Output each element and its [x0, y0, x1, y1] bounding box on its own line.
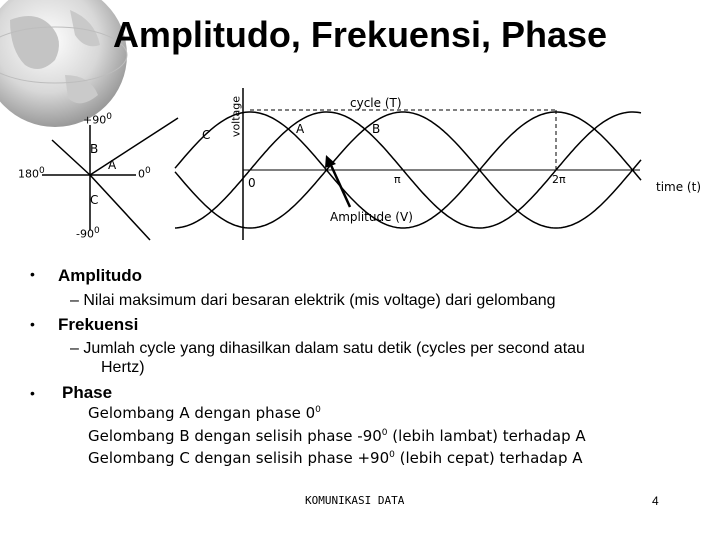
phase-a-line: Gelombang A dengan phase $0^0$: [88, 404, 321, 422]
phasor-label-b: B: [90, 142, 99, 156]
amplitudo-definition: – Nilai maksimum dari besaran elektrik (mis voltage) dari gelombang: [70, 292, 556, 309]
origin-label: 0: [248, 176, 256, 190]
bullet-phase: Phase: [62, 383, 113, 402]
phasor-label-c: C: [90, 193, 99, 207]
label-180: $180^0$: [18, 166, 45, 181]
wave-label-b: B: [372, 122, 381, 136]
pi-label: π: [394, 173, 401, 186]
wave-label-c: C: [202, 128, 211, 142]
voltage-axis-label: voltage: [229, 95, 243, 138]
label-minus90: $-90^0$: [76, 226, 100, 241]
bullet-dot-2: •: [30, 316, 35, 332]
phase-c-line: Gelombang C dengan selisih phase $+90^0$ (lebih cepat) terhadap A: [88, 449, 583, 467]
phasor-label-a: A: [108, 158, 117, 172]
amplitude-label: Amplitude (V): [330, 210, 413, 224]
wave-label-a: A: [296, 122, 305, 136]
bullet-dot-1: •: [30, 266, 35, 282]
cycle-label: cycle (T): [350, 96, 402, 110]
label-plus90: $+90^0$: [83, 112, 112, 127]
page-title: Amplitudo, Frekuensi, Phase: [112, 14, 608, 55]
two-pi-label: 2π: [552, 173, 566, 186]
bullet-frekuensi: Frekuensi: [58, 315, 139, 334]
bullet-amplitudo: Amplitudo: [58, 266, 143, 285]
footer-text: KOMUNIKASI DATA: [305, 494, 405, 507]
time-axis-label: time (t): [656, 180, 701, 194]
phase-b-line: Gelombang B dengan selisih phase $-90^0$ (lebih lambat) terhadap A: [88, 427, 586, 445]
frekuensi-definition-1: – Jumlah cycle yang dihasilkan dalam satu detik (cycles per second atau: [70, 340, 585, 357]
bullet-dot-3: •: [30, 385, 35, 401]
page-number: 4: [652, 494, 659, 508]
label-0deg: $0^0$: [138, 166, 151, 181]
frekuensi-definition-2: Hertz): [101, 359, 145, 376]
